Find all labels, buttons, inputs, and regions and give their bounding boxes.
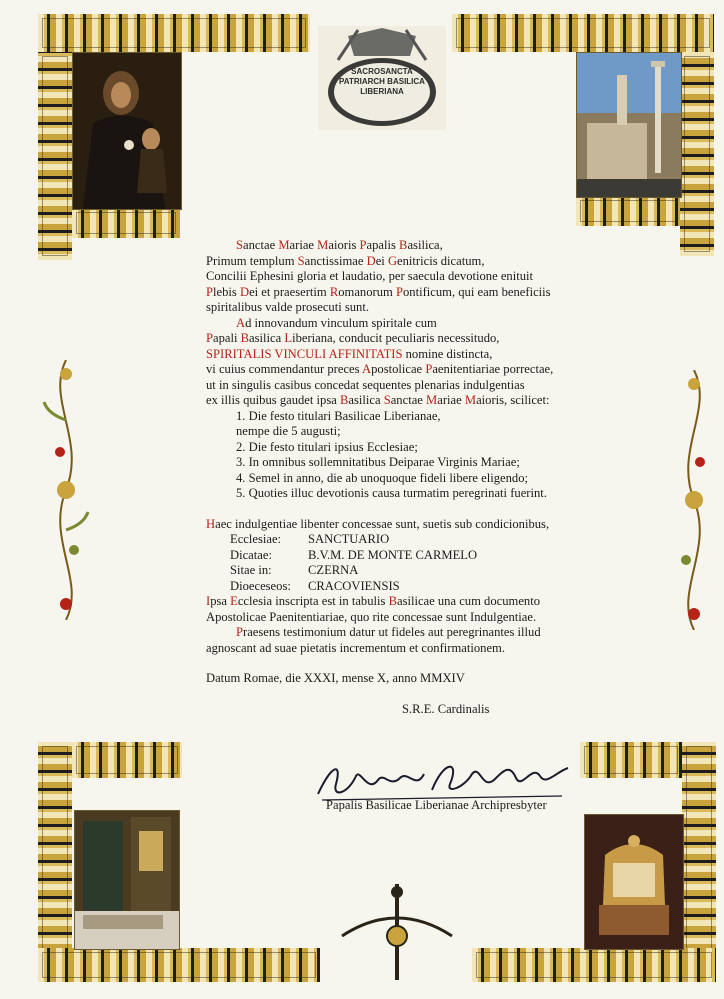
- detail-label: Sitae in:: [230, 563, 272, 577]
- lower-right-strip: [580, 742, 682, 778]
- chapel-interior-photo: [74, 810, 180, 950]
- detail-row: [206, 548, 616, 564]
- red-initial: S: [236, 238, 244, 252]
- text-run: ei et praesertim: [249, 284, 330, 299]
- text-run: 1. Die festo titulari Basilicae Liberianae,: [236, 408, 441, 423]
- basilica-column-icon: [577, 53, 681, 197]
- text-line: [206, 486, 616, 502]
- red-initial: SPIRITALIS VINCULI AFFINITATIS: [206, 346, 403, 361]
- text-run: 5. Quoties illuc devotionis causa turmatim peregrinati fuerint.: [236, 486, 547, 500]
- top-right-border: [452, 14, 714, 52]
- text-line: [206, 440, 616, 456]
- top-left-border: [38, 14, 310, 52]
- left-upper-border: [38, 52, 72, 260]
- text-line: [206, 393, 616, 409]
- text-line: [206, 424, 616, 440]
- basilica-exterior-photo: [576, 52, 682, 198]
- text-line: [206, 347, 616, 363]
- text-line: [206, 625, 616, 641]
- detail-row: [206, 579, 616, 595]
- text-run: asilica: [249, 331, 285, 345]
- text-run: lebis: [213, 284, 240, 299]
- text-run: nempe die 5 augusti;: [236, 424, 341, 438]
- red-initial: D: [366, 253, 376, 268]
- text-line: [206, 316, 616, 332]
- closing-paragraph: [206, 594, 616, 656]
- red-initial: I: [206, 594, 211, 608]
- right-upper-border: [680, 52, 714, 256]
- text-run: agnoscant ad suae pietatis incrementum et confirmationem.: [206, 640, 505, 655]
- intro-paragraph: [206, 238, 616, 409]
- red-initial: G: [387, 253, 398, 268]
- seal-line-3: LIBERIANA: [360, 87, 404, 96]
- text-line: [206, 378, 616, 394]
- text-run: apalis: [366, 238, 400, 252]
- text-run: nomine distincta,: [402, 346, 493, 361]
- detail-value: SANCTUARIO: [308, 532, 390, 546]
- detail-label: Dicatae:: [230, 547, 272, 562]
- upper-left-strip: [72, 208, 180, 238]
- text-run: psa: [210, 594, 231, 608]
- text-run: spiritalibus valde prosecuti sunt.: [206, 300, 369, 314]
- seal-line-2: PATRIARCH BASILICA: [339, 77, 425, 86]
- signatory-role: Papalis Basilicae Liberianae Archipresbyter: [326, 798, 547, 812]
- text-run: ariae: [289, 238, 318, 252]
- bottom-right-border: [472, 948, 716, 982]
- red-initial: H: [206, 516, 216, 531]
- text-run: asilica: [348, 393, 384, 407]
- text-line: [206, 300, 616, 316]
- text-line: [206, 362, 616, 378]
- text-run: aioris: [328, 238, 360, 252]
- red-initial: P: [359, 238, 367, 252]
- red-initial: P: [395, 284, 403, 299]
- red-initial: M: [278, 238, 290, 252]
- date-line: Datum Romae, die XXXI, mense X, anno MMXIV: [206, 671, 465, 685]
- red-initial: P: [236, 625, 244, 639]
- text-run: ariae: [437, 393, 465, 407]
- text-run: cclesia inscripta est in tabulis: [237, 594, 389, 608]
- text-run: enitricis dicatum,: [397, 253, 485, 268]
- text-run: iberiana, conducit peculiaris necessitudo,: [292, 331, 500, 345]
- text-line: [206, 610, 616, 626]
- red-initial: B: [339, 393, 349, 407]
- text-line: [206, 455, 616, 471]
- upper-right-strip: [576, 196, 680, 226]
- text-run: 2. Die festo titulari ipsius Ecclesiae;: [236, 439, 418, 454]
- text-run: aenitentiariae porrectae,: [432, 362, 554, 376]
- reliquary-photo: [584, 814, 684, 950]
- bottom-left-border: [38, 948, 320, 982]
- red-initial: M: [317, 238, 329, 252]
- certificate-text: [206, 238, 616, 717]
- text-line: [206, 641, 616, 657]
- red-initial: P: [206, 331, 214, 345]
- bottom-cross-ornament-icon: [322, 880, 472, 990]
- text-line: [206, 471, 616, 487]
- red-initial: D: [239, 284, 250, 299]
- text-run: asilicae una cum documento: [396, 594, 541, 608]
- right-vine-ornament-icon: [666, 370, 724, 630]
- red-initial: S: [383, 393, 391, 407]
- red-initial: E: [230, 594, 238, 608]
- church-details: [206, 532, 616, 594]
- detail-value: CRACOVIENSIS: [308, 578, 400, 593]
- text-run: 3. In omnibus sollemnitatibus Deiparae Virginis Mariae;: [236, 455, 520, 469]
- red-initial: L: [284, 331, 293, 345]
- text-run: Primum templum: [206, 253, 298, 268]
- red-initial: A: [361, 362, 372, 376]
- text-line: [206, 517, 616, 533]
- text-run: ei: [375, 253, 388, 268]
- text-run: omanorum: [338, 284, 396, 299]
- text-run: ontificum, qui eam beneficiis: [402, 284, 551, 299]
- madonna-figure-icon: [73, 53, 181, 209]
- text-run: aec indulgentiae libenter concessae sunt, suetis sub condicionibus,: [215, 516, 550, 531]
- text-line: [206, 238, 616, 254]
- chapel-altar-icon: [75, 811, 179, 949]
- text-run: raesens testimonium datur ut fideles aut peregrinantes illud: [243, 625, 541, 639]
- signature-image: [312, 754, 578, 804]
- text-line: [206, 254, 616, 270]
- left-vine-ornament-icon: [36, 360, 96, 620]
- text-run: 4. Semel in anno, die ab unoquoque fideli libere eligendo;: [236, 470, 529, 485]
- text-run: apali: [213, 331, 241, 345]
- indulgence-list: [206, 409, 616, 502]
- detail-label: Ecclesiae:: [230, 532, 282, 546]
- right-lower-border: [682, 742, 716, 980]
- text-run: postolicae: [371, 362, 426, 376]
- red-initial: A: [236, 315, 246, 330]
- detail-row: [206, 563, 616, 579]
- detail-value: B.V.M. DE MONTE CARMELO: [308, 547, 478, 562]
- text-run: Concilii Ephesini gloria et laudatio, per saecula devotione enituit: [206, 269, 533, 283]
- red-initial: P: [206, 284, 214, 299]
- red-initial: M: [464, 393, 477, 407]
- red-initial: B: [388, 594, 397, 608]
- signatory-title: S.R.E. Cardinalis: [402, 701, 490, 716]
- text-run: Apostolicae Paenitentiariae, quo rite concessae sunt Indulgentiae.: [206, 609, 537, 624]
- basilica-seal: [318, 26, 446, 130]
- red-initial: S: [297, 253, 305, 268]
- text-line: [206, 269, 616, 285]
- madonna-icon-photo: [72, 52, 182, 210]
- text-run: ex illis quibus gaudet ipsa: [206, 393, 340, 407]
- text-run: anctae: [243, 238, 279, 252]
- text-line: [206, 409, 616, 425]
- text-run: d innovandum vinculum spiritale cum: [245, 315, 437, 330]
- text-line: [206, 594, 616, 610]
- reliquary-icon: [585, 815, 683, 949]
- detail-row: [206, 532, 616, 548]
- text-run: anctae: [390, 393, 427, 407]
- red-initial: P: [425, 362, 433, 376]
- text-run: aioris, scilicet:: [476, 393, 550, 407]
- seal-line-1: SACROSANCTA: [351, 67, 413, 76]
- text-line: [206, 331, 616, 347]
- text-line: [206, 285, 616, 301]
- lower-left-strip: [72, 742, 182, 778]
- text-run: vi cuius commendantur preces: [206, 362, 362, 376]
- red-initial: M: [426, 393, 438, 407]
- text-run: asilica,: [407, 238, 443, 252]
- text-run: ut in singulis casibus concedat sequentes plenarias indulgentias: [206, 377, 525, 392]
- detail-label: Dioeceseos:: [230, 578, 291, 593]
- red-initial: R: [329, 284, 339, 299]
- left-lower-border: [38, 742, 72, 980]
- red-initial: B: [399, 238, 408, 252]
- text-run: anctissimae: [304, 253, 367, 268]
- detail-value: CZERNA: [308, 563, 359, 577]
- red-initial: B: [240, 331, 250, 345]
- concession-paragraph: [206, 517, 616, 533]
